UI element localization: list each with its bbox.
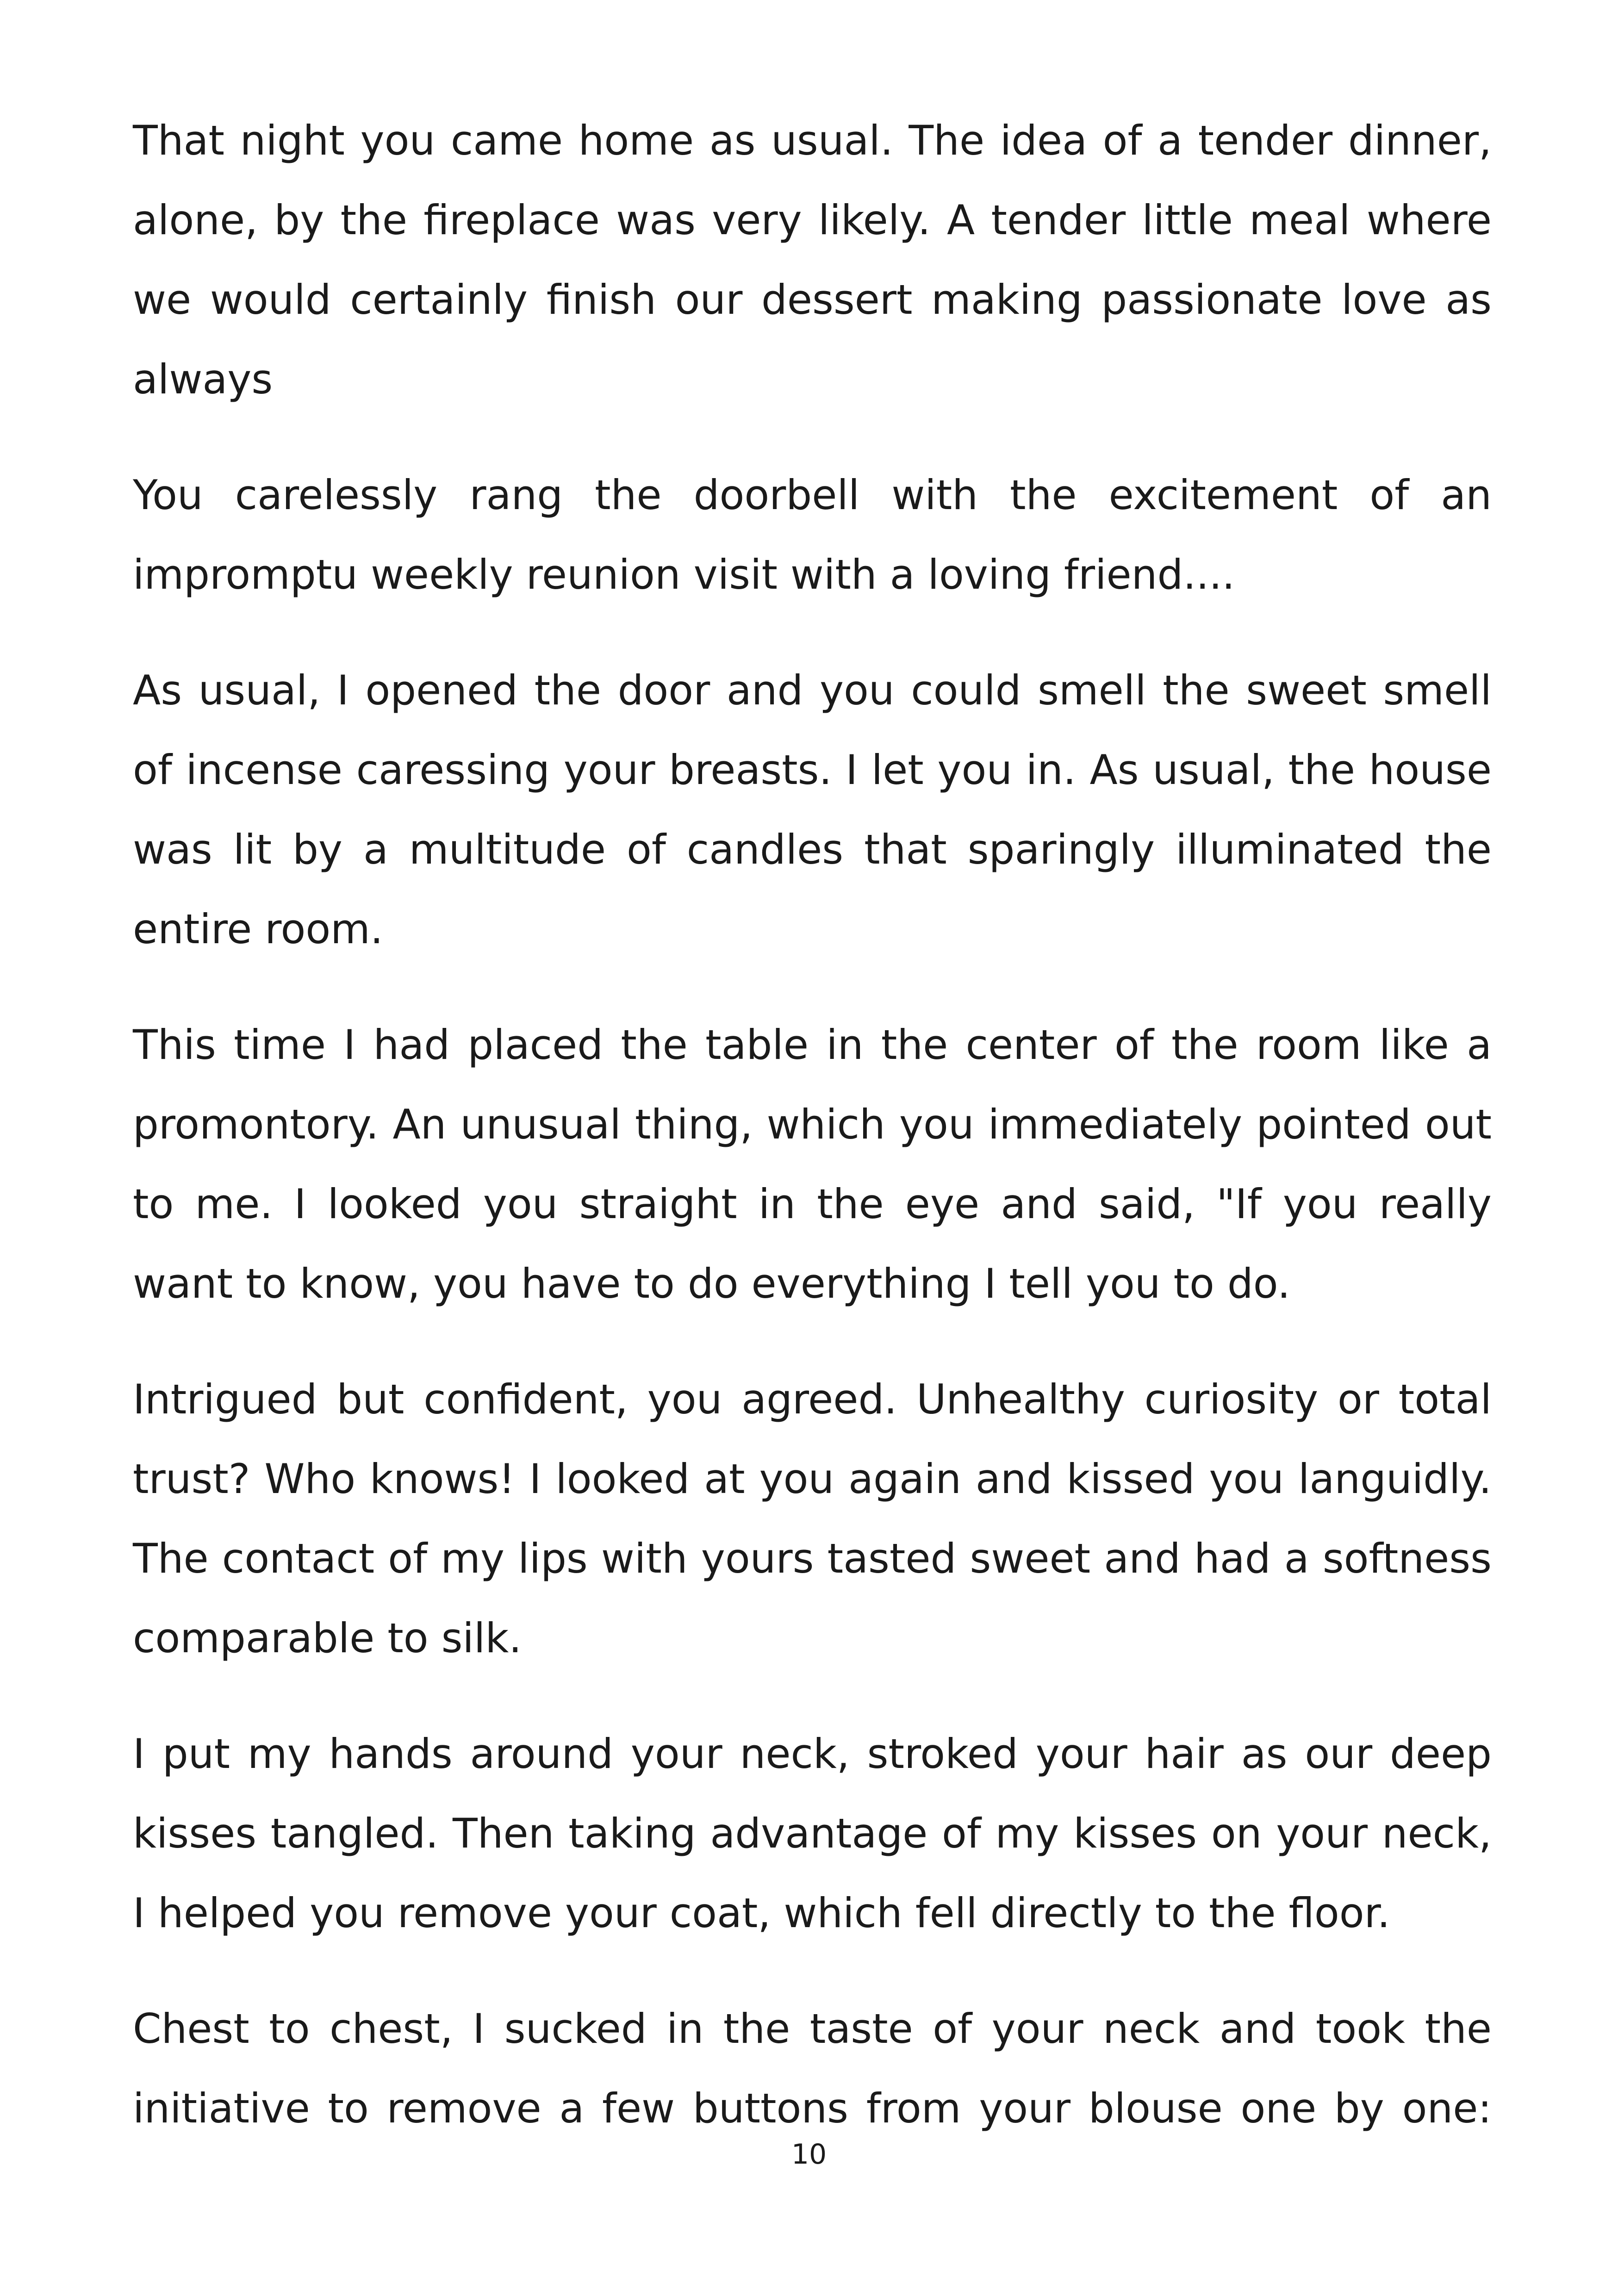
page-number: 10 bbox=[791, 2138, 827, 2171]
paragraph: That night you came home as usual. The idea of a tender dinner, alone, by the fireplace was very likely. A tender little meal where we would certainly finish our dessert making passionate love as always bbox=[133, 117, 1492, 403]
paragraph: You carelessly rang the doorbell with the excitement of an impromptu weekly reunion visit with a loving friend.... bbox=[133, 471, 1492, 598]
paragraph: Intrigued but confident, you agreed. Unhealthy curiosity or total trust? Who knows! I looked at you again and kissed you languidly. The contact of my lips with yours tasted sweet and had a softness comparable to silk. bbox=[133, 1375, 1492, 1662]
body-text bbox=[133, 101, 1492, 2184]
paragraph: I put my hands around your neck, stroked your hair as our deep kisses tangled. Then taking advantage of my kisses on your neck, I helped you remove your coat, which fell directly to the floor. bbox=[133, 1730, 1492, 1937]
paragraph: This time I had placed the table in the center of the room like a promontory. An unusual thing, which you immediately pointed out to me. I looked you straight in the eye and said, "If you really want to know, you have to do everything I tell you to do. bbox=[133, 1021, 1492, 1307]
paragraph: Chest to chest, I sucked in the taste of your neck and took the initiative to remove a few buttons from your blouse one by one: bbox=[133, 2005, 1492, 2132]
paragraph: As usual, I opened the door and you could smell the sweet smell of incense caressing your breasts. I let you in. As usual, the house was lit by a multitude of candles that sparingly illuminated the entire room. bbox=[133, 666, 1492, 953]
